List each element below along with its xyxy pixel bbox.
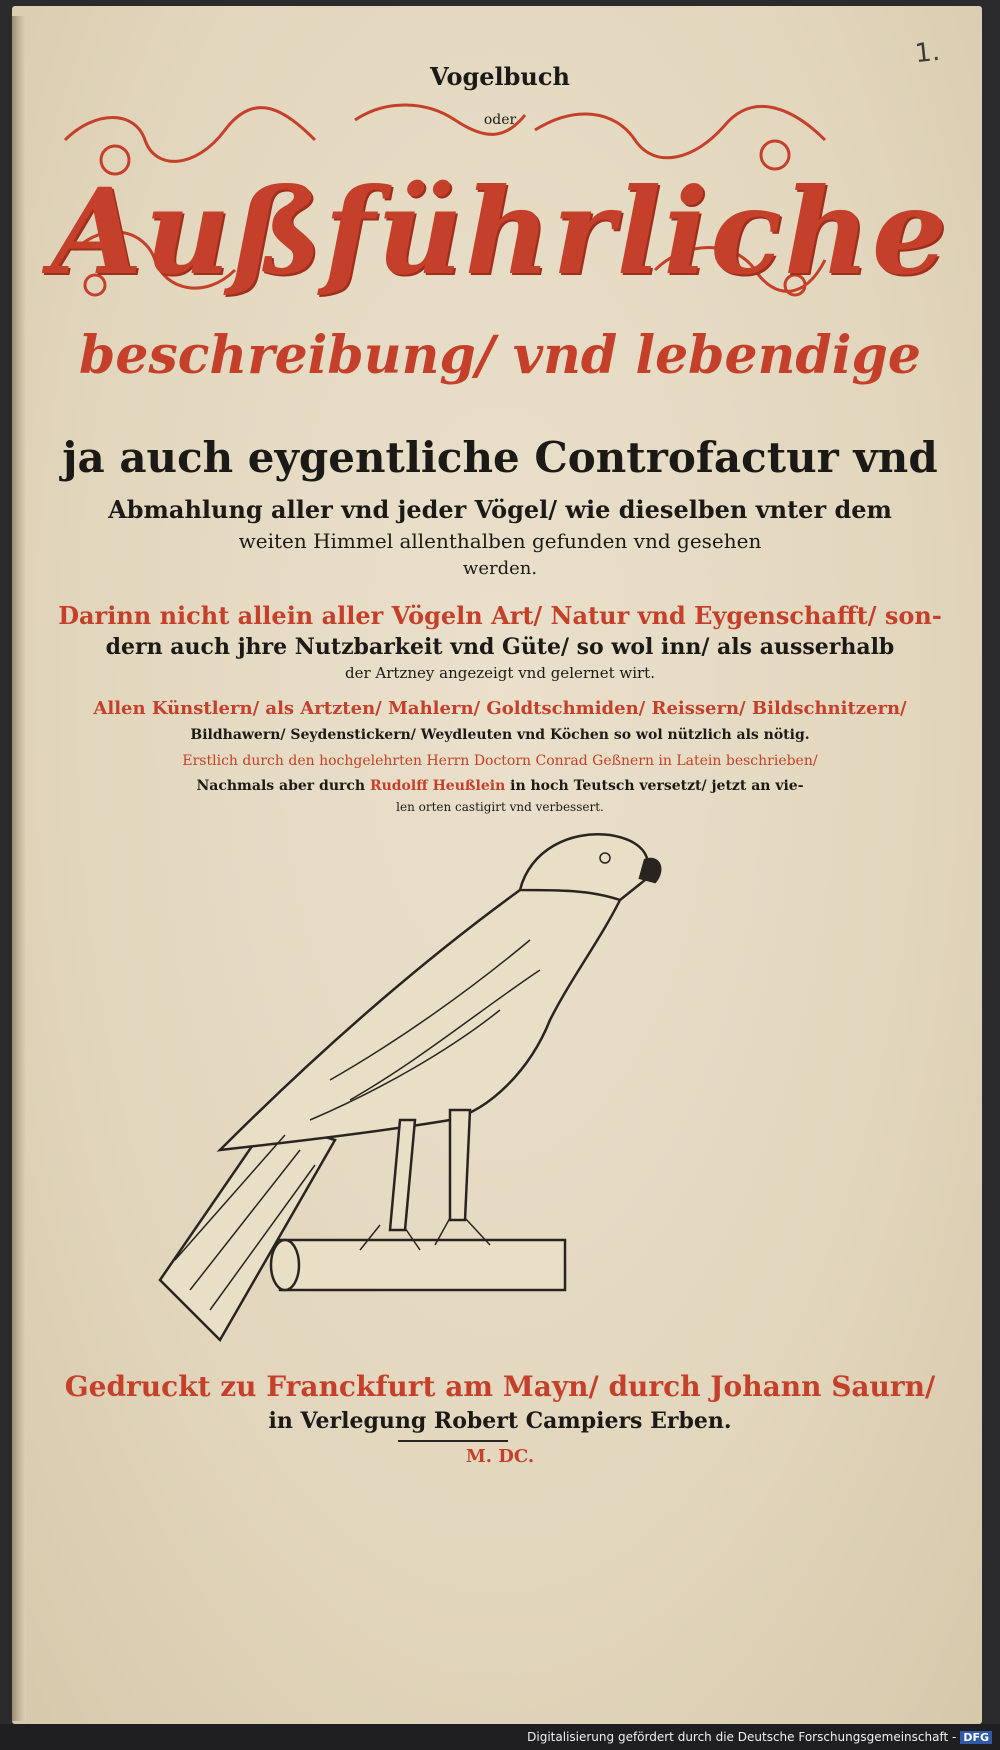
authors-line-2-c: in hoch Teutsch versetzt/ jetzt an vie- — [505, 778, 804, 794]
description-line-2: dern auch jhre Nutzbarkeit vnd Güte/ so wol inn/ als ausserhalb — [105, 634, 895, 660]
imprint-year: M. DC. — [465, 1446, 535, 1467]
audience-line-1: Allen Künstlern/ als Artzten/ Mahlern/ Goldtschmiden/ Reissern/ Bildschnitzern/ — [93, 698, 907, 719]
authors-line-2-a: Nachmals aber durch — [196, 778, 370, 794]
title-vogelbuch: Vogelbuch — [430, 62, 570, 91]
title-line-controfactur: ja auch eygentliche Controfactur vnd — [62, 433, 938, 482]
authors-line-2 — [0, 778, 1000, 794]
imprint-line-1: Gedruckt zu Franckfurt am Mayn/ durch Johann Saurn/ — [64, 1370, 936, 1403]
authors-line-3: len orten castigirt vnd verbessert. — [396, 800, 604, 814]
hawk-woodcut-illustration — [150, 820, 720, 1350]
footer-credit — [527, 1730, 992, 1744]
dfg-logo: DFG — [960, 1731, 992, 1744]
authors-line-1: Erstlich durch den hochgelehrten Herrn Doctorn Conrad Geßnern in Latein beschrieben/ — [182, 753, 818, 769]
main-title: Außführliche — [51, 162, 949, 301]
title-line-beschreibung: beschreibung/ vnd lebendige — [79, 325, 921, 386]
page-number: 1. — [913, 36, 942, 70]
title-line-werden: werden. — [462, 558, 538, 579]
audience-line-2: Bildhawern/ Seydenstickern/ Weydleuten vnd Köchen so wol nützlich als nötig. — [190, 727, 810, 743]
imprint-rule — [398, 1440, 508, 1442]
title-oder: oder — [483, 112, 517, 128]
footer-text: Digitalisierung gefördert durch die Deutsche Forschungsgemeinschaft - — [527, 1730, 957, 1744]
description-line-1: Darinn nicht allein aller Vögeln Art/ Natur vnd Eygenschafft/ son- — [58, 601, 942, 630]
translator-name: Rudolff Heußlein — [369, 778, 506, 794]
imprint-line-2: in Verlegung Robert Campiers Erben. — [268, 1408, 732, 1434]
description-line-3: der Artzney angezeigt vnd gelernet wirt. — [345, 664, 655, 682]
title-line-abmahlung: Abmahlung aller vnd jeder Vögel/ wie dieselben vnter dem — [108, 495, 892, 524]
title-line-himmel: weiten Himmel allenthalben gefunden vnd gesehen — [238, 529, 762, 553]
